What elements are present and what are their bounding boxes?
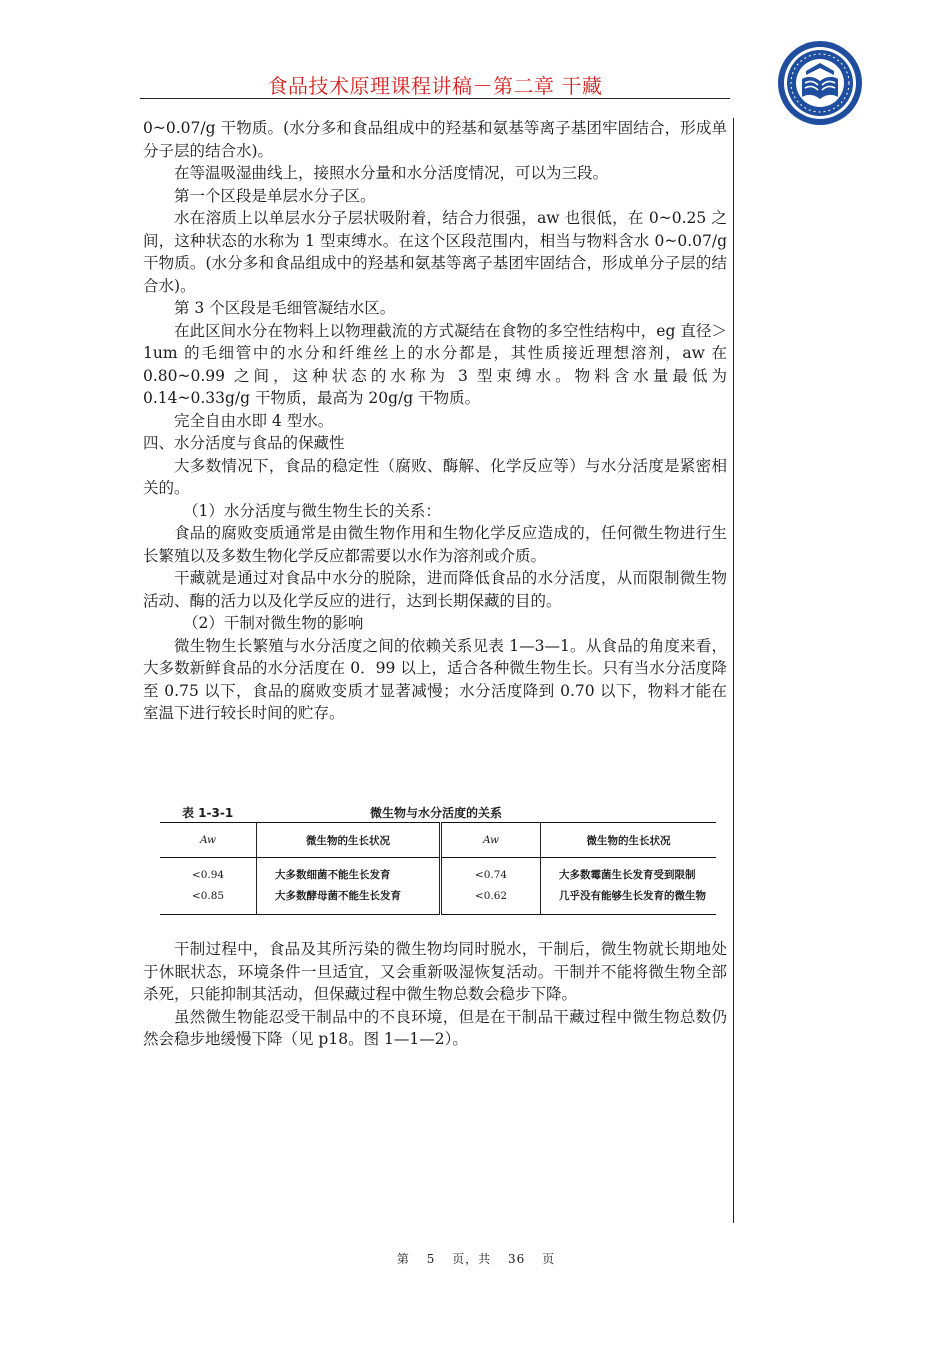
paragraph: 虽然微生物能忍受干制品中的不良环境，但是在干制品干藏过程中微生物总数仍然会稳步地缓慢下降（见 p18。图 1—1—2）。 [143,1007,727,1048]
footer-prefix: 第 [396,1252,410,1266]
table-number: 表 1-3-1 [182,806,234,820]
paragraph: 微生物生长繁殖与水分活度之间的依赖关系见表 1—3—1。从食品的角度来看，大多数新鲜食品的水分活度在 0．99 以上，适合各种微生物生长。只有当水分活度降至 0.75 以下，食品的腐败变质才显著减慢；水分活度降到 0.70 以下，物料才能在室温下进行较长时间的贮存。 [143,636,727,722]
footer-suffix: 页 [542,1252,556,1266]
page-footer [0,1250,952,1267]
paragraph: 干藏就是通过对食品中水分的脱除，进而降低食品的水分活度，从而限制微生物活动、酶的活力以及化学反应的进行，达到长期保藏的目的。 [143,569,727,610]
paragraph: 完全自由水即 4 型水。 [174,411,334,430]
body-text-block-2 [143,938,727,1051]
paragraph: 在此区间水分在物料上以物理截流的方式凝结在食物的多空性结构中，eg 直径＞1um 的毛细管中的水分和纤维丝上的水分都是，其性质接近理想溶剂，aw 在 0.80~0.99 之间，这种状态的水称为 3 型束缚水。物料含水量最低为 0.14~0.33g/g 干物质，最高为 20g/g 干物质。 [143,321,727,407]
table-header-row [160,823,716,858]
table [160,822,716,915]
table-cell: <0.85 [191,889,225,902]
margin-rule [733,118,734,1223]
paragraph: 第 3 个区段是毛细管凝结水区。 [174,299,396,317]
table-header-growth: 微生物的生长状况 [257,823,441,858]
subsection-heading: （2）干制对微生物的影响 [183,614,364,632]
paragraph: 水在溶质上以单层水分子层状吸附着，结合力很强，aw 也很低，在 0~0.25 之间，这种状态的水称为 1 型束缚水。在这个区段范围内，相当与物料含水 0~0.07/g 干物质。(水分多和食品组成中的羟基和氨基等离子基团牢固结合，形成单分子层的结合水)。 [143,209,727,295]
table-cell: <0.74 [474,868,508,881]
header-rule [140,98,730,99]
university-seal-icon [776,39,864,127]
table-cell: 几乎没有能够生长发育的微生物 [541,885,717,915]
paragraph: 第一个区段是单层水分子区。 [174,186,376,205]
table-cell: 大多数霉菌生长发育受到限制 [541,858,717,886]
page-title: 食品技术原理课程讲稿－第二章 干藏 [267,74,603,98]
table-row [160,858,716,886]
paragraph: 食品的腐败变质通常是由微生物作用和生物化学反应造成的，任何微生物进行生长繁殖以及多数生物化学反应都需要以水作为溶剂或介质。 [143,524,727,565]
table-row [160,885,716,915]
paragraph: 干制过程中，食品及其所污染的微生物均同时脱水，干制后，微生物就长期地处于休眠状态，环境条件一旦适宜，又会重新吸湿恢复活动。干制并不能将微生物全部杀死，只能抑制其活动，但保藏过程中微生物总数会稳步下降。 [143,940,727,1003]
table-cell: <0.62 [474,889,508,902]
table-caption [160,802,716,822]
footer-middle: 页，共 [452,1252,492,1266]
table-cell: 大多数酵母菌不能生长发育 [257,885,441,915]
table-header-aw: Aw [441,823,541,858]
table-header-growth: 微生物的生长状况 [541,823,717,858]
table-title: 微生物与水分活度的关系 [370,806,503,820]
section-heading: 四、水分活度与食品的保藏性 [143,434,345,452]
paragraph: 0~0.07/g 干物质。(水分多和食品组成中的羟基和氨基等离子基团牢固结合，形成单分子层的结合水)。 [143,119,727,160]
paragraph: 大多数情况下，食品的稳定性（腐败、酶解、化学反应等）与水分活度是紧密相关的。 [143,456,727,497]
subsection-heading: （1）水分活度与微生物生长的关系： [183,501,441,520]
water-activity-table [160,802,716,915]
table-header-aw: Aw [160,823,257,858]
page-total: 36 [508,1252,526,1266]
paragraph: 在等温吸湿曲线上，接照水分量和水分活度情况，可以为三段。 [174,164,609,182]
table-cell: <0.94 [191,868,225,881]
body-text-block [143,117,727,725]
page-number: 5 [426,1252,436,1266]
table-cell: 大多数细菌不能生长发育 [257,858,441,886]
